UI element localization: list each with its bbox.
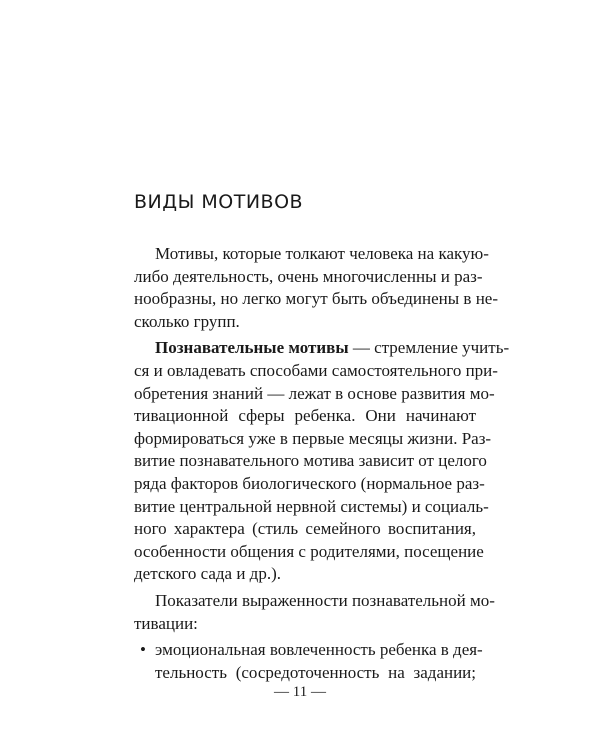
text-line: либо деятельность, очень многочисленны и раз- — [134, 266, 483, 286]
bullet-list-item — [134, 639, 483, 684]
text-line: обретения знаний — лежат в основе развития мо- — [134, 383, 495, 403]
text-line: тельность (сосредоточенность на задании; — [155, 662, 476, 682]
text-line: тивационной сферы ребенка. Они начинают — [134, 406, 476, 426]
section-heading: ВИДЫ МОТИВОВ — [134, 191, 304, 213]
text-line: ся и овладевать способами самостоятельного при- — [134, 360, 498, 380]
text-line: формироваться уже в первые месяцы жизни. Раз- — [134, 428, 492, 448]
text-fragment: — стремление учить- — [348, 338, 510, 358]
text-line: сколько групп. — [134, 311, 240, 331]
text-line: особенности общения с родителями, посещение — [134, 541, 484, 561]
text-line: витие центральной нервной системы) и социаль- — [134, 496, 489, 516]
text-line — [134, 639, 483, 662]
text-line: ряда факторов биологического (нормальное раз- — [134, 473, 485, 493]
paragraph-intro — [134, 243, 499, 333]
text-line: ного характера (стиль семейного воспитания, — [134, 519, 476, 539]
paragraph-indicators — [134, 590, 495, 635]
text-line: Показатели выраженности познавательной мо- — [155, 590, 495, 610]
text-line: детского сада и др.). — [134, 564, 281, 584]
paragraph-cognitive-motives — [134, 337, 510, 586]
text-line — [134, 337, 510, 360]
text-fragment: эмоциональная вовлеченность ребенка в дея- — [155, 640, 483, 660]
text-line: нообразны, но легко могут быть объединены в не- — [134, 289, 499, 309]
text-line: витие познавательного мотива зависит от целого — [134, 451, 487, 471]
bullet-marker: • — [140, 640, 146, 660]
text-line: тивации: — [134, 613, 198, 633]
body-text — [134, 243, 510, 684]
text-line: Мотивы, которые толкают человека на какую- — [155, 244, 489, 263]
bold-term: Познавательные мотивы — [155, 338, 349, 358]
page-number: — 11 — — [274, 684, 326, 700]
